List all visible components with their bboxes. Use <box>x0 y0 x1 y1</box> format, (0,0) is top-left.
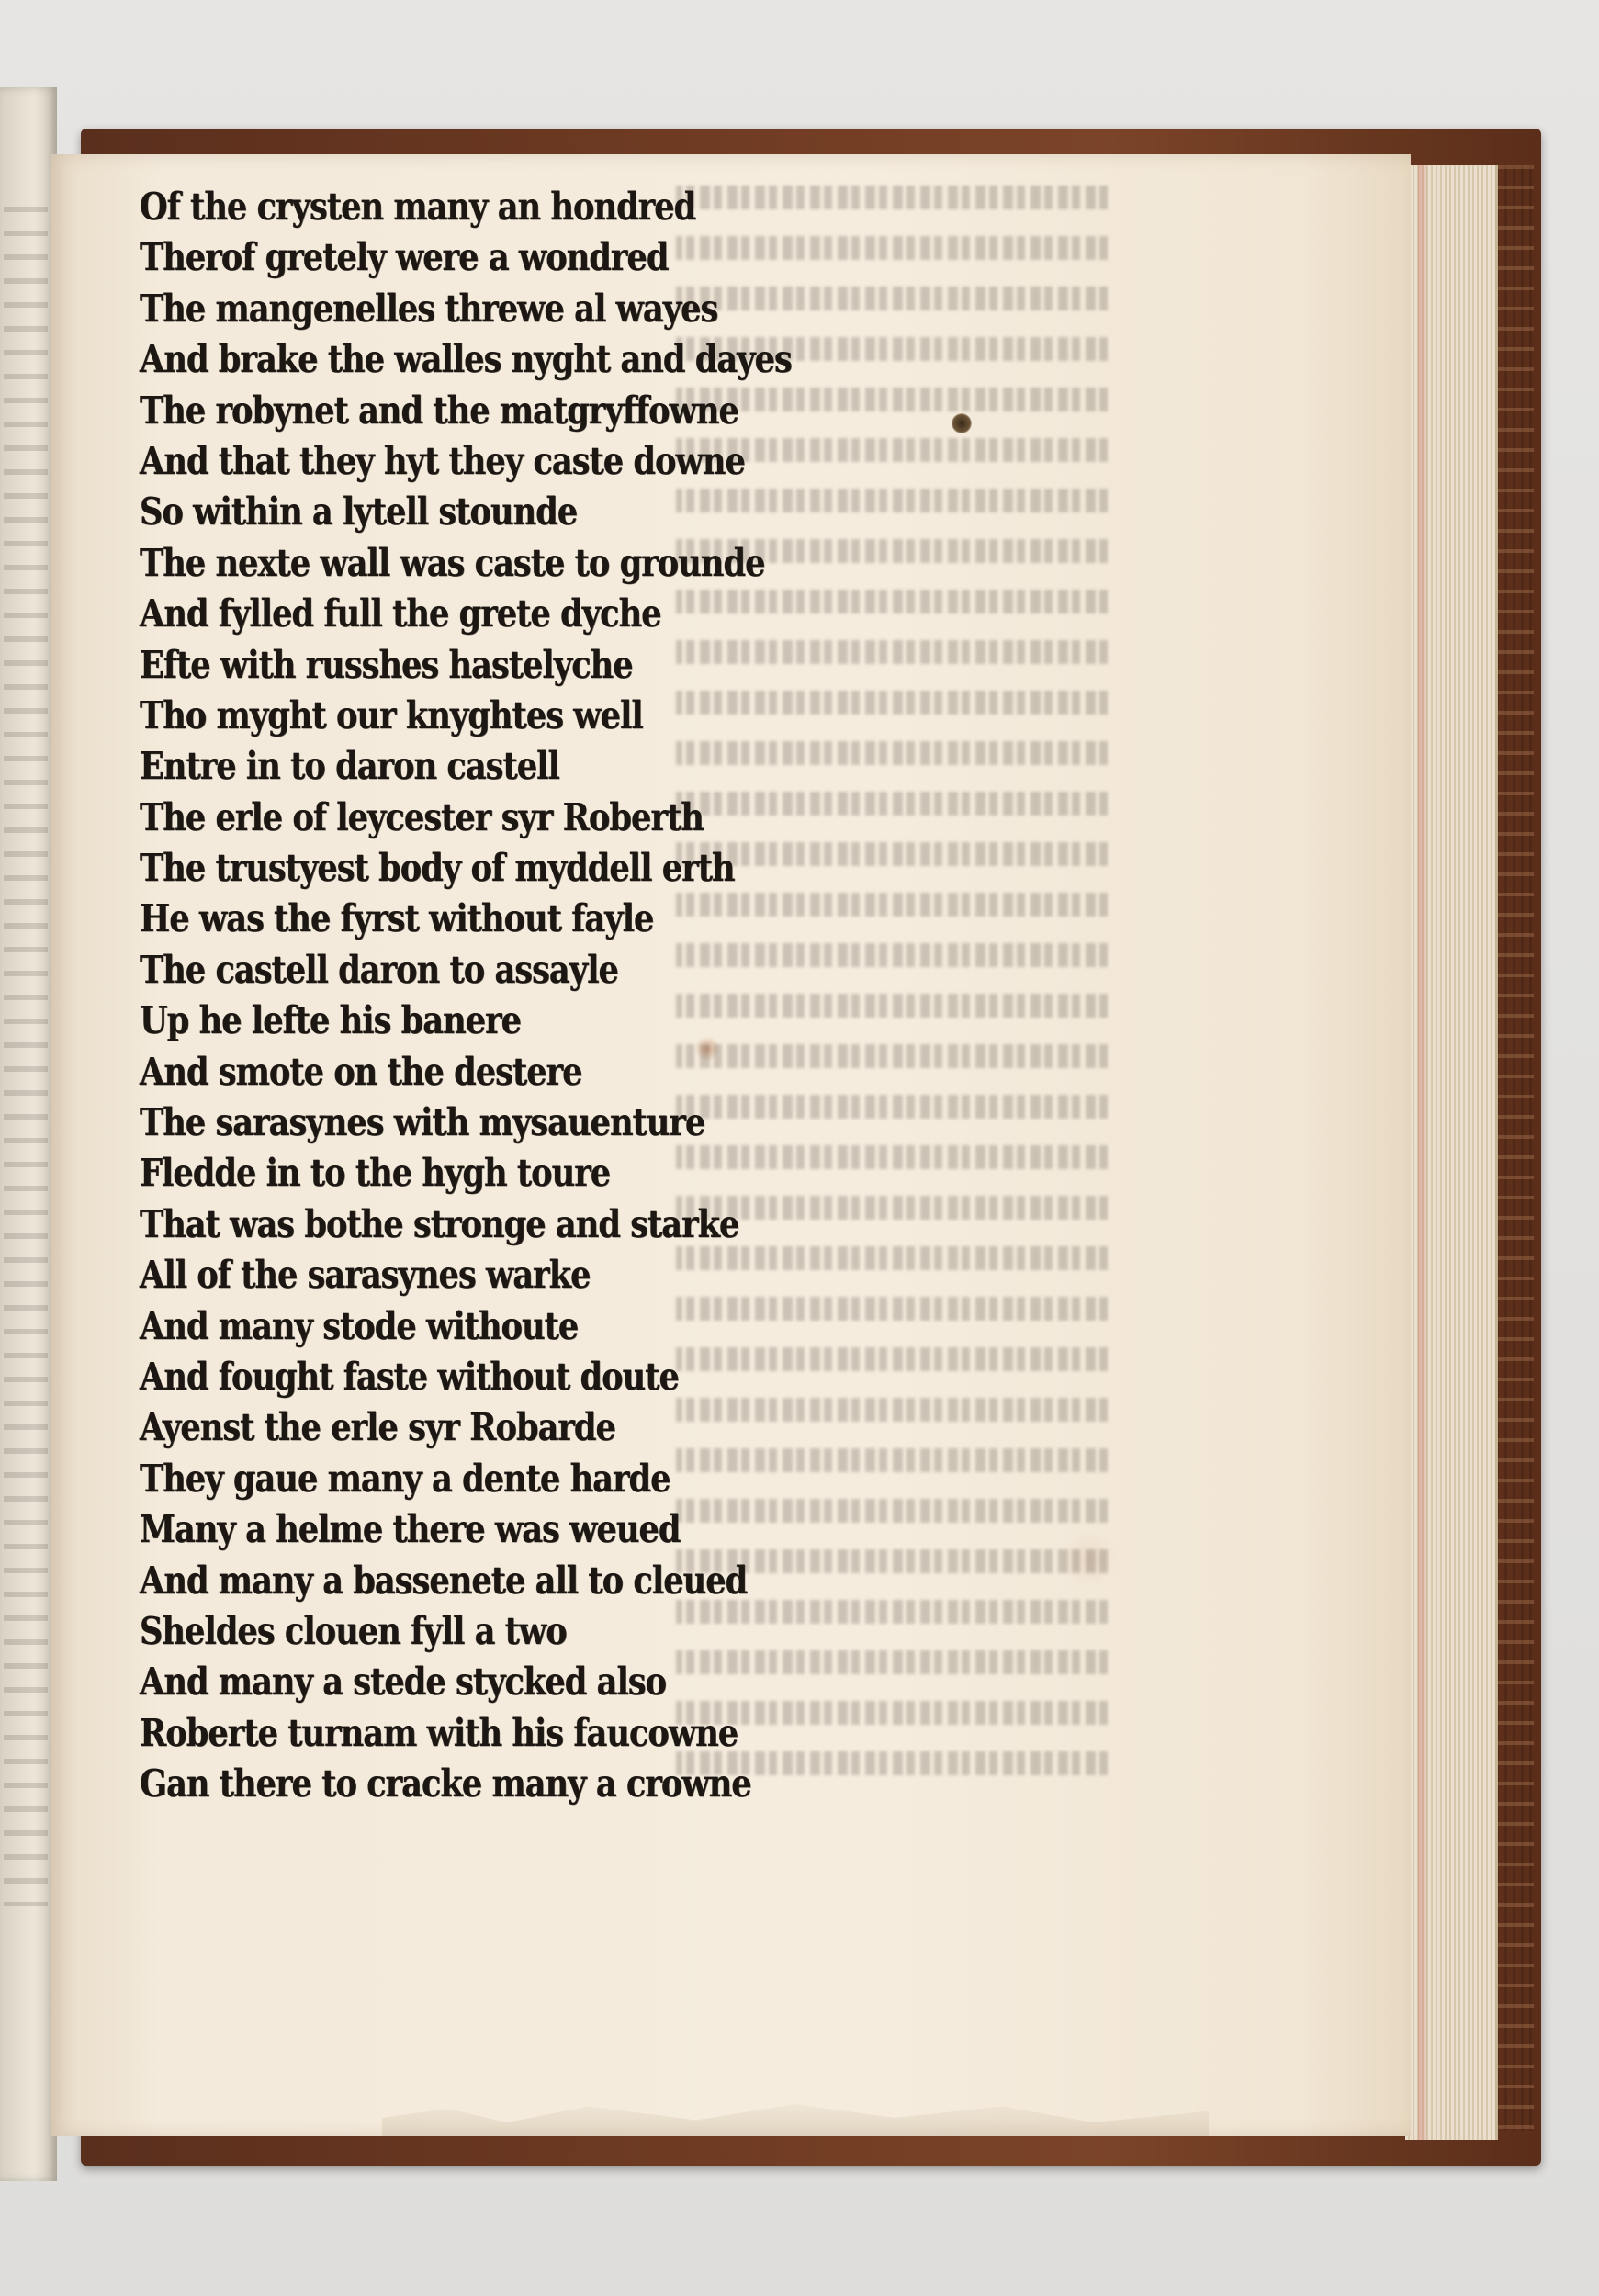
verse-line: Many a helme there was weued <box>140 1507 681 1552</box>
verse-line: Efte with russhes hastelyche <box>140 642 633 687</box>
verse-line: And many a stede stycked also <box>140 1660 667 1705</box>
facing-page-edge <box>0 87 57 2181</box>
verse-line: Sheldes clouen fyll a two <box>140 1608 567 1653</box>
book-page <box>51 154 1411 2136</box>
verse-line: Gan there to cracke many a crowne <box>140 1761 751 1806</box>
verse-line: And many stode withoute <box>140 1303 579 1348</box>
red-edge-stain <box>1418 165 1427 2140</box>
verse-line: Ayenst the erle syr Robarde <box>140 1405 615 1450</box>
verse-line: The mangenelles threwe al wayes <box>140 286 718 331</box>
verse-line: And many a bassenete all to cleued <box>140 1558 748 1603</box>
verse-line: Up he lefte his banere <box>140 998 522 1043</box>
verse-line: Of the crysten many an hondred <box>140 185 696 229</box>
verse-line: Tho myght our knyghtes well <box>140 692 643 737</box>
verse-line: They gaue many a dente harde <box>140 1456 670 1501</box>
verse-line: The sarasynes with mysauenture <box>140 1100 705 1145</box>
verse-line: And fylled full the grete dyche <box>140 591 661 636</box>
facing-page-text-fragment <box>4 207 48 1906</box>
verse-line: Entre in to daron castell <box>140 744 559 789</box>
verse-line: Fledde in to the hygh toure <box>140 1151 611 1196</box>
verse-line: The robynet and the matgryffowne <box>140 388 738 433</box>
verse-line: The erle of leycester syr Roberth <box>140 794 704 839</box>
verse-line: And smote on the destere <box>140 1049 582 1094</box>
verse-line: The trustyest body of myddell erth <box>140 846 735 891</box>
verse-line: All of the sarasynes warke <box>140 1253 591 1298</box>
verse-line: He was the fyrst without fayle <box>140 896 654 941</box>
page-block-fore-edge <box>1405 165 1498 2140</box>
verse-line: And that they hyt they caste downe <box>140 438 745 483</box>
verse-line: That was bothe stronge and starke <box>140 1201 739 1246</box>
verse-line: So within a lytell stounde <box>140 490 578 535</box>
verse-line: And brake the walles nyght and dayes <box>140 337 792 382</box>
torn-bottom-edge <box>382 2090 1209 2136</box>
verse-line: And fought faste without doute <box>140 1354 679 1399</box>
verse-line: Roberte turnam with his faucowne <box>140 1710 738 1755</box>
verse-line: The castell daron to assayle <box>140 947 618 992</box>
printed-verse-block <box>140 182 1040 1810</box>
verse-line: Therof gretely were a wondred <box>140 235 669 280</box>
verse-line: The nexte wall was caste to grounde <box>140 540 765 585</box>
